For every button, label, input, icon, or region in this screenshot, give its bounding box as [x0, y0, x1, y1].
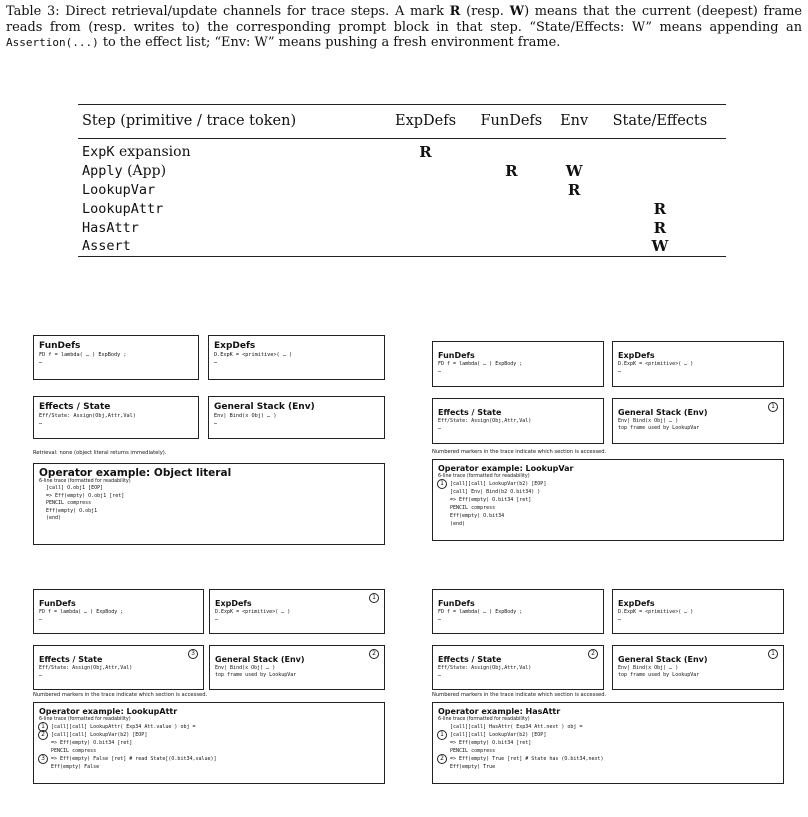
trace-line: => Eff(empty) O.obj1 [ret] — [46, 492, 125, 499]
trace-line — [34, 723, 384, 731]
trace-line — [433, 488, 783, 496]
expdefs-title: ExpDefs — [618, 351, 655, 360]
trace-line — [433, 504, 783, 512]
fundefs-line: FD f = lambda( … ) ExpBody ; — [39, 352, 127, 358]
table-row — [78, 139, 726, 162]
env-title: General Stack (Env) — [618, 408, 708, 417]
table-row — [78, 180, 726, 199]
cell-step — [78, 161, 383, 180]
effects-line: Eff/State: Assign(Obj,Attr,Val) — [39, 665, 133, 671]
trace-line — [34, 747, 384, 755]
effects-title: Effects / State — [39, 402, 111, 412]
effects-line: Eff/State: Assign(Obj,Attr,Val) — [438, 665, 532, 671]
cell-env: W — [565, 161, 583, 180]
env-title: General Stack (Env) — [618, 655, 708, 664]
env-box — [612, 398, 784, 444]
trace-text: => Eff(empty) True [ret] # State has (O.bit34,next) — [450, 756, 604, 762]
operator-title: Operator example: LookupAttr — [39, 707, 178, 716]
step-token: Apply — [82, 162, 123, 179]
effects-line: Eff/State: Assign(Obj,Attr,Val) — [39, 413, 136, 419]
trace-line — [433, 496, 783, 504]
cell-expdefs — [383, 237, 468, 256]
table-header-row — [78, 105, 726, 139]
trace-line — [433, 520, 783, 528]
expdefs-line: … — [618, 367, 622, 374]
expdefs-line: … — [214, 358, 218, 365]
expdefs-line: … — [618, 615, 622, 622]
trace-line: PENCIL compress — [46, 500, 92, 506]
expdefs-line: D.ExpK = <primitive>( … ) — [618, 609, 694, 615]
fundefs-line: … — [438, 615, 442, 622]
fundefs-box — [432, 589, 604, 634]
marker-2-icon: 2 — [437, 754, 447, 764]
trace-line: (end) — [46, 515, 62, 521]
marker-note: Numbered markers in the trace indicate which section is accessed. — [33, 692, 208, 698]
trace-text: [call][call] LookupVar(b2) [EOP] — [450, 481, 547, 487]
trace-text: [call] Env| Bind(b2 O.bit34) ) — [450, 489, 541, 495]
step-token: ExpK — [82, 144, 115, 160]
cell-fundefs: R — [505, 161, 518, 180]
fundefs-line: FD f = lambda( … ) ExpBody ; — [39, 609, 124, 615]
marker-3-icon: 3 — [188, 649, 198, 659]
operator-box — [432, 459, 784, 541]
trace-line: [call] O.obj1 [EOP] — [46, 485, 104, 491]
trace-line — [433, 731, 783, 739]
effects-line: … — [438, 671, 442, 678]
trace-subtitle: 6-line trace (formatted for readability) — [438, 474, 530, 479]
expdefs-line: … — [215, 615, 219, 622]
env-box — [208, 396, 385, 439]
effects-line: Eff/State: Assign(Obj,Attr,Val) — [438, 418, 532, 424]
trace-text: PENCIL compress — [450, 505, 496, 511]
trace-subtitle: 6-line trace (formatted for readability) — [438, 717, 530, 722]
operator-box — [432, 702, 784, 784]
trace-text: Eff(empty) O.bit34 — [450, 513, 505, 519]
cell-state: R — [653, 199, 667, 218]
operator-box — [33, 702, 385, 784]
cell-expdefs — [383, 180, 468, 199]
effects-line: … — [39, 671, 43, 678]
trace-line — [34, 731, 384, 739]
step-token: LookupVar — [82, 181, 156, 198]
cell-step — [78, 139, 383, 162]
trace-line — [433, 755, 783, 763]
fundefs-line: FD f = lambda( … ) ExpBody ; — [438, 361, 523, 367]
env-box — [612, 645, 784, 690]
trace-text: PENCIL compress — [450, 748, 496, 754]
cell-state — [594, 180, 726, 199]
env-line: Env| Bind(x Obj) … ) — [618, 665, 679, 671]
env-title: General Stack (Env) — [214, 402, 315, 412]
trace-line — [433, 739, 783, 747]
effects-box — [432, 398, 604, 444]
table-row — [78, 218, 726, 237]
header-step: Step (primitive / trace token) — [82, 113, 297, 129]
trace-subtitle: 6-line trace (formatted for readability) — [39, 717, 131, 722]
env-line: Env| Bind(x Obj) … ) — [618, 418, 679, 424]
trace-text: => Eff(empty) O.bit34 [ret] — [450, 740, 532, 746]
fundefs-box — [432, 341, 604, 387]
effects-box — [33, 396, 199, 439]
fundefs-box — [33, 589, 204, 634]
cell-expdefs: R — [419, 143, 432, 161]
trace-line — [433, 480, 783, 488]
table-caption — [6, 4, 802, 51]
caption-assertion-code: Assertion(...) — [6, 36, 99, 49]
env-line: top frame used by LookupVar — [618, 424, 700, 431]
expdefs-line: D.ExpK = <primitive>( … ) — [618, 361, 694, 367]
cell-state — [594, 161, 726, 180]
operator-title: Operator example: HasAttr — [438, 707, 561, 716]
table-row — [78, 161, 726, 180]
effects-title: Effects / State — [438, 655, 502, 664]
retrieval-channels-table — [78, 104, 726, 257]
trace-line — [34, 755, 384, 763]
cell-step — [78, 237, 383, 256]
marker-2-icon: 2 — [369, 649, 379, 659]
marker-1-icon: 1 — [437, 730, 447, 740]
caption-text: ) means that the current (deepest) frame reads from (resp. writes to) the corresponding prompt block in that step. “State/Effects: W” means appending an — [6, 4, 802, 35]
fundefs-box — [33, 335, 199, 380]
expdefs-box — [209, 589, 385, 634]
marker-1-icon: 1 — [369, 593, 379, 603]
marker-3-icon: 3 — [38, 754, 48, 764]
trace-text: => Eff(empty) O.bit34 [ret] — [51, 740, 133, 746]
cell-state — [594, 139, 726, 162]
table-row — [78, 237, 726, 256]
env-line: top frame used by LookupVar — [618, 671, 700, 678]
env-title: General Stack (Env) — [215, 655, 305, 664]
fundefs-title: FunDefs — [438, 599, 475, 608]
caption-r-mark: R — [449, 4, 461, 19]
env-line: top frame used by LookupVar — [215, 671, 297, 678]
cell-step — [78, 199, 383, 218]
env-line: … — [214, 419, 218, 426]
expdefs-line: D.ExpK = <primitive>( … ) — [214, 352, 293, 358]
trace-line — [34, 763, 384, 771]
operator-title: Operator example: Object literal — [39, 467, 232, 479]
trace-text: PENCIL compress — [51, 748, 97, 754]
step-token: HasAttr — [82, 219, 139, 236]
expdefs-box — [612, 589, 784, 634]
trace-text: [call][call] LookupVar(b2) [EOP] — [51, 732, 148, 738]
caption-text: to the effect list; “Env: W” means pushing a fresh environment frame. — [98, 35, 561, 50]
trace-text: [call][call] HasAttr( Exp34 Att.next ) obj = — [450, 724, 583, 730]
trace-subtitle: 6-line trace (formatted for readability) — [39, 479, 131, 484]
step-token: Assert — [82, 238, 131, 255]
fundefs-line: FD f = lambda( … ) ExpBody ; — [438, 609, 523, 615]
caption-w-mark: W — [509, 4, 525, 19]
header-env: Env — [560, 113, 589, 129]
trace-line — [433, 512, 783, 520]
cell-fundefs — [468, 218, 554, 237]
expdefs-title: ExpDefs — [215, 599, 252, 608]
caption-text: Table 3: Direct retrieval/update channels for trace steps. A mark — [6, 4, 450, 19]
marker-1-icon: 1 — [768, 649, 778, 659]
header-state-effects: State/Effects — [612, 113, 708, 129]
expdefs-line: D.ExpK = <primitive>( … ) — [215, 609, 291, 615]
cell-fundefs — [468, 199, 554, 218]
step-qualifier: (App) — [122, 162, 167, 179]
expdefs-box — [612, 341, 784, 387]
cell-state: R — [653, 218, 667, 237]
cell-expdefs — [383, 161, 468, 180]
fundefs-line: … — [39, 358, 43, 365]
trace-text: => Eff(empty) False [ret] # read State[(O.bit34,value)] — [51, 756, 217, 762]
trace-line — [433, 723, 783, 731]
cell-step — [78, 180, 383, 199]
cell-fundefs — [468, 180, 554, 199]
expdefs-title: ExpDefs — [618, 599, 655, 608]
header-expdefs: ExpDefs — [394, 113, 457, 129]
marker-2-icon: 2 — [38, 730, 48, 740]
cell-expdefs — [383, 218, 468, 237]
marker-1-icon: 1 — [437, 479, 447, 489]
retrieval-note: Retrieval: none (object literal returns immediately). — [33, 450, 167, 456]
cell-env: R — [567, 180, 581, 199]
marker-1-icon: 1 — [768, 402, 778, 412]
cell-state: W — [651, 237, 669, 256]
cell-fundefs — [468, 237, 554, 256]
caption-text: (resp. — [460, 4, 510, 19]
trace-line: Eff(empty) O.obj1 — [46, 507, 98, 514]
cell-env — [555, 139, 594, 162]
marker-2-icon: 2 — [588, 649, 598, 659]
marker-note: Numbered markers in the trace indicate which section is accessed. — [432, 692, 607, 698]
effects-title: Effects / State — [39, 655, 103, 664]
trace-line — [433, 763, 783, 771]
fundefs-title: FunDefs — [438, 351, 475, 360]
trace-line — [34, 739, 384, 747]
operator-box — [33, 463, 385, 545]
cell-env — [555, 199, 594, 218]
cell-env — [555, 218, 594, 237]
effects-box — [33, 645, 204, 690]
cell-step — [78, 218, 383, 237]
env-line: Env| Bind(x Obj) … ) — [215, 665, 276, 671]
effects-box — [432, 645, 604, 690]
effects-title: Effects / State — [438, 408, 502, 417]
expdefs-title: ExpDefs — [214, 341, 256, 351]
fundefs-line: … — [438, 367, 442, 374]
trace-text: (end) — [450, 521, 466, 527]
cell-env — [555, 237, 594, 256]
cell-expdefs — [383, 199, 468, 218]
fundefs-title: FunDefs — [39, 599, 76, 608]
table-row — [78, 199, 726, 218]
trace-text: Eff(empty) True — [450, 764, 496, 770]
header-fundefs: FunDefs — [480, 113, 543, 129]
trace-text: [call][call] LookupVar(b2) [EOP] — [450, 732, 547, 738]
fundefs-line: … — [39, 615, 43, 622]
trace-text: [call][call] LookupAttr( Exp34 Att.value ) obj = — [51, 724, 196, 730]
trace-text: Eff(empty) False — [51, 764, 100, 770]
env-box — [209, 645, 385, 690]
env-line: Env| Bind(x Obj) … ) — [214, 413, 277, 419]
operator-title: Operator example: LookupVar — [438, 464, 574, 473]
effects-line: … — [438, 424, 442, 431]
marker-note: Numbered markers in the trace indicate which section is accessed. — [432, 449, 607, 455]
trace-line — [433, 747, 783, 755]
trace-text: => Eff(empty) O.bit34 [ret] — [450, 497, 532, 503]
step-qualifier: expansion — [114, 144, 191, 160]
expdefs-box — [208, 335, 385, 380]
cell-fundefs — [468, 139, 554, 162]
effects-line: … — [39, 419, 43, 426]
marker-1-icon: 1 — [38, 722, 48, 732]
fundefs-title: FunDefs — [39, 341, 81, 351]
step-token: LookupAttr — [82, 200, 164, 217]
